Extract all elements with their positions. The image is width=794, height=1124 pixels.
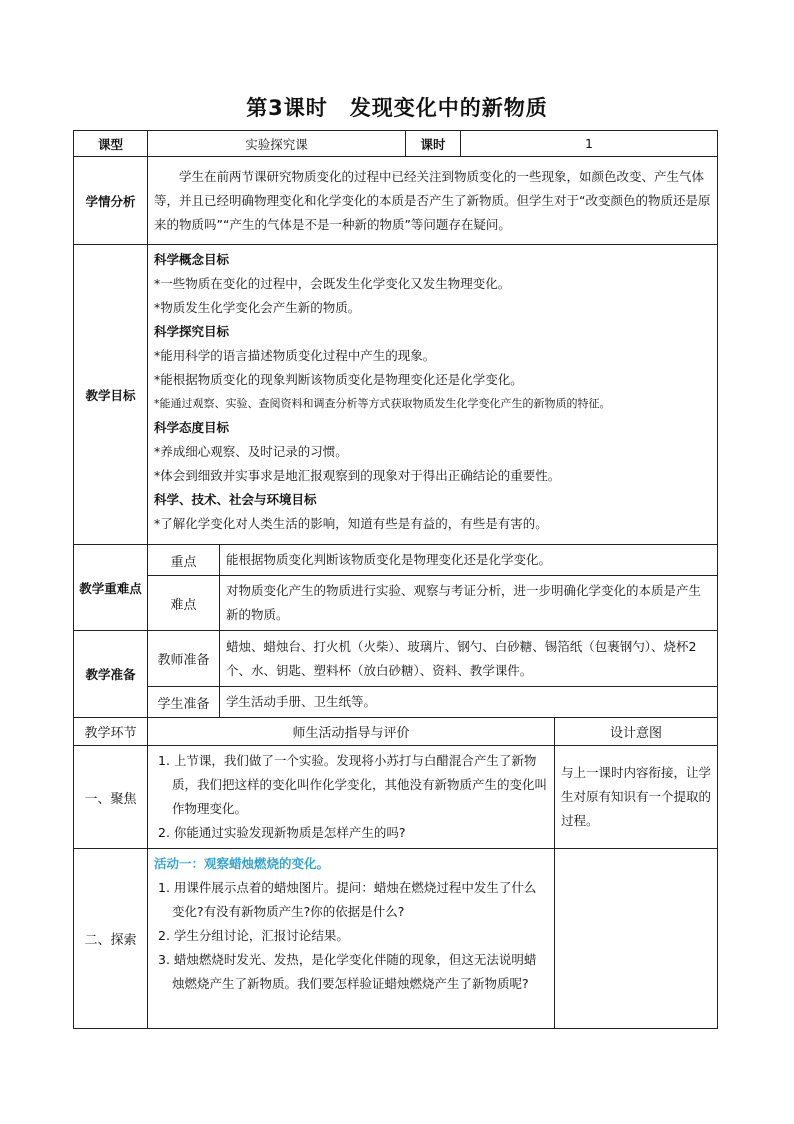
analysis-text: 学生在前两节课研究物质变化的过程中已经关注到物质变化的一些现象，如颜色改变、产生气体等，并且已经明确物理变化和化学变化的本质是否产生了新物质。但学生对于“改变颜色的物质还是原来的物质吗”“产生的气体是不是一种新的物质”等问题存在疑问。 xyxy=(148,157,718,245)
col-intent: 设计意图 xyxy=(555,718,718,746)
attitude-heading: 科学态度目标 xyxy=(154,420,230,435)
list-item: 1. 上节课，我们做了一个实验。发现将小苏打与白醋混合产生了新物质，我们把这样的变化叫作化学变化，其他没有新物质产生的变化叫作物理变化。 xyxy=(158,753,548,816)
teacher-prep-label: 教师准备 xyxy=(148,631,220,687)
student-prep-label: 学生准备 xyxy=(148,687,220,718)
list-item: 2. 学生分组讨论，汇报讨论结果。 xyxy=(158,928,349,943)
stage-explore-label: 二、探索 xyxy=(74,849,148,1029)
list-item: 1. 用课件展示点着的蜡烛图片。提问：蜡烛在燃烧过程中发生了什么变化?有没有新物质产生?你的依据是什么? xyxy=(158,880,537,919)
analysis-label: 学情分析 xyxy=(74,157,148,245)
inquiry-item: *能用科学的语言描述物质变化过程中产生的现象。 xyxy=(154,348,436,363)
list-item: 2. 你能通过实验发现新物质是怎样产生的吗? xyxy=(158,825,406,840)
stage-explore-content xyxy=(148,849,555,1029)
stse-item: *了解化学变化对人类生活的影响，知道有些是有益的，有些是有害的。 xyxy=(154,516,548,531)
inquiry-heading: 科学探究目标 xyxy=(154,324,230,339)
concept-heading: 科学概念目标 xyxy=(154,252,230,267)
student-prep-text: 学生活动手册、卫生纸等。 xyxy=(220,687,718,718)
inquiry-item: *能通过观察、实验、查阅资料和调查分析等方式获取物质发生化学变化产生的新物质的特征。 xyxy=(154,397,611,410)
attitude-item: *体会到细致并实事求是地汇报观察到的现象对于得出正确结论的重要性。 xyxy=(154,468,561,483)
objectives-label: 教学目标 xyxy=(74,245,148,545)
type-value: 实验探究课 xyxy=(148,131,406,157)
teacher-prep-text: 蜡烛、蜡烛台、打火机（火柴）、玻璃片、钢勺、白砂糖、锡箔纸（包裹钢勺）、烧杯2个、水、钥匙、塑料杯（放白砂糖）、资料、教学课件。 xyxy=(220,631,718,687)
key-text: 能根据物质变化判断该物质变化是物理变化还是化学变化。 xyxy=(220,545,718,576)
concept-item: *一些物质在变化的过程中，会既发生化学变化又发生物理变化。 xyxy=(154,276,511,291)
period-label: 课时 xyxy=(406,131,461,157)
prep-label: 教学准备 xyxy=(74,631,148,718)
keypoints-label: 教学重难点 xyxy=(74,545,148,631)
stage-focus-intent: 与上一课时内容衔接，让学生对原有知识有一个提取的过程。 xyxy=(555,746,718,849)
objectives-row xyxy=(74,245,718,545)
stage-explore-intent xyxy=(555,849,718,1029)
key-point-row xyxy=(74,545,718,576)
stage-focus-label: 一、聚焦 xyxy=(74,746,148,849)
list-item: 3. 蜡烛燃烧时发光、发热，是化学变化伴随的现象，但这无法说明蜡烛燃烧产生了新物质。我们要怎样验证蜡烛燃烧产生了新物质呢? xyxy=(158,952,537,991)
col-activity: 师生活动指导与评价 xyxy=(148,718,555,746)
stage-focus-content xyxy=(148,746,555,849)
stage-explore-row xyxy=(74,849,718,1029)
lesson-plan-table xyxy=(73,130,718,1029)
attitude-item: *养成细心观察、及时记录的习惯。 xyxy=(154,444,348,459)
period-value: 1 xyxy=(461,131,718,157)
difficulty-label: 难点 xyxy=(148,576,220,631)
activity-title: 活动一：观察蜡烛燃烧的变化。 xyxy=(154,856,330,871)
stse-heading: 科学、技术、社会与环境目标 xyxy=(154,492,317,507)
objectives-content xyxy=(148,245,718,545)
concept-item: *物质发生化学变化会产生新的物质。 xyxy=(154,300,361,315)
student-prep-row xyxy=(74,687,718,718)
header-row xyxy=(74,131,718,157)
difficulty-text: 对物质变化产生的物质进行实验、观察与考证分析，进一步明确化学变化的本质是产生新的物质。 xyxy=(220,576,718,631)
teacher-prep-row xyxy=(74,631,718,687)
inquiry-item: *能根据物质变化的现象判断该物质变化是物理变化还是化学变化。 xyxy=(154,372,523,387)
type-label: 课型 xyxy=(74,131,148,157)
stage-focus-row xyxy=(74,746,718,849)
difficulty-row xyxy=(74,576,718,631)
col-stage: 教学环节 xyxy=(74,718,148,746)
key-label: 重点 xyxy=(148,545,220,576)
process-header-row xyxy=(74,718,718,746)
page-title: 第3课时 发现变化中的新物质 xyxy=(246,96,548,120)
analysis-row xyxy=(74,157,718,245)
